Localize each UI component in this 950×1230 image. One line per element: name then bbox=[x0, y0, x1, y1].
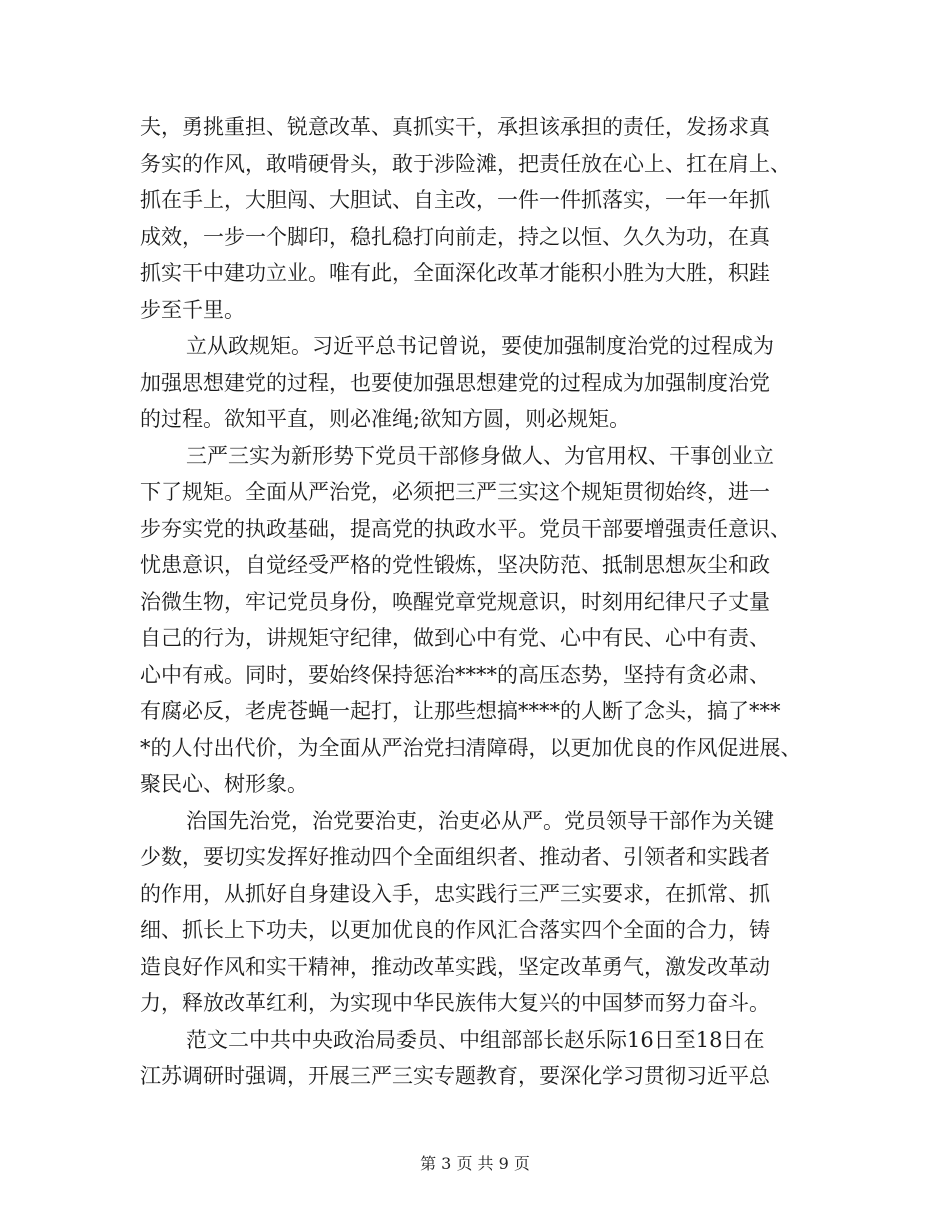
paragraph-2 bbox=[140, 328, 840, 438]
page-number-footer: 第 3 页 共 9 页 bbox=[420, 1154, 530, 1173]
text-line: 心中有戒。同时，要始终保持惩治****的高压态势，坚持有贪必肃、 bbox=[140, 662, 770, 687]
text-line: 三严三实为新形势下党员干部修身做人、为官用权、干事创业立 bbox=[186, 443, 774, 468]
paragraph-3 bbox=[140, 438, 840, 803]
paragraph-5 bbox=[140, 1022, 840, 1095]
text-line: 江苏调研时强调，开展三严三实专题教育，要深化学习贯彻习近平总 bbox=[140, 1064, 770, 1088]
text-line: 成效，一步一个脚印，稳扎稳打向前走，持之以恒、久久为功，在真 bbox=[140, 224, 770, 249]
text-line: 下了规矩。全面从严治党，必须把三严三实这个规矩贯彻始终，进一 bbox=[140, 480, 770, 504]
text-line: 抓在手上，大胆闯、大胆试、自主改，一件一件抓落实，一年一年抓 bbox=[140, 188, 770, 212]
text-line: 自己的行为，讲规矩守纪律，做到心中有党、心中有民、心中有责、 bbox=[140, 626, 770, 650]
text-line: *的人付出代价，为全面从严治党扫清障碍，以更加优良的作风促进展、 bbox=[140, 735, 802, 760]
text-line: 范文二中共中央政治局委员、中组部部长赵乐际16日至18日在 bbox=[186, 1027, 765, 1052]
text-line: 步夯实党的执政基础，提高党的执政水平。党员干部要增强责任意识、 bbox=[140, 516, 791, 541]
text-line: 步至千里。 bbox=[140, 297, 245, 322]
text-line: 的过程。欲知平直，则必准绳;欲知方圆，则必规矩。 bbox=[140, 407, 631, 431]
paragraph-1 bbox=[140, 109, 840, 328]
document-body bbox=[140, 109, 840, 1095]
text-line: 力，释放改革红利，为实现中华民族伟大复兴的中国梦而努力奋斗。 bbox=[140, 991, 770, 1015]
text-line: 治国先治党，治党要治吏，治吏必从严。党员领导干部作为关键 bbox=[186, 808, 774, 833]
text-line: 聚民心、树形象。 bbox=[140, 772, 308, 796]
text-line: 务实的作风，敢啃硬骨头，敢于涉险滩，把责任放在心上、扛在肩上、 bbox=[140, 151, 791, 176]
text-line: 抓实干中建功立业。唯有此，全面深化改革才能积小胜为大胜，积跬 bbox=[140, 261, 770, 285]
text-line: 有腐必反，老虎苍蝇一起打，让那些想搞****的人断了念头，搞了*** bbox=[140, 699, 781, 723]
text-line: 细、抓长上下功夫，以更加优良的作风汇合落实四个全面的合力，铸 bbox=[140, 918, 770, 942]
text-line: 加强思想建党的过程，也要使加强思想建党的过程成为加强制度治党 bbox=[140, 370, 770, 395]
paragraph-4 bbox=[140, 803, 840, 1022]
text-line: 忧患意识，自觉经受严格的党性锻炼，坚决防范、抵制思想灰尘和政 bbox=[140, 553, 770, 577]
text-line: 立从政规矩。习近平总书记曾说，要使加强制度治党的过程成为 bbox=[186, 334, 774, 358]
text-line: 的作用，从抓好自身建设入手，忠实践行三严三实要求，在抓常、抓 bbox=[140, 881, 770, 906]
text-line: 夫，勇挑重担、锐意改革、真抓实干，承担该承担的责任，发扬求真 bbox=[140, 115, 770, 139]
text-line: 少数，要切实发挥好推动四个全面组织者、推动者、引领者和实践者 bbox=[140, 845, 770, 869]
text-line: 治微生物，牢记党员身份，唤醒党章党规意识，时刻用纪律尺子丈量 bbox=[140, 589, 770, 614]
text-line: 造良好作风和实干精神，推动改革实践，坚定改革勇气，激发改革动 bbox=[140, 954, 770, 979]
